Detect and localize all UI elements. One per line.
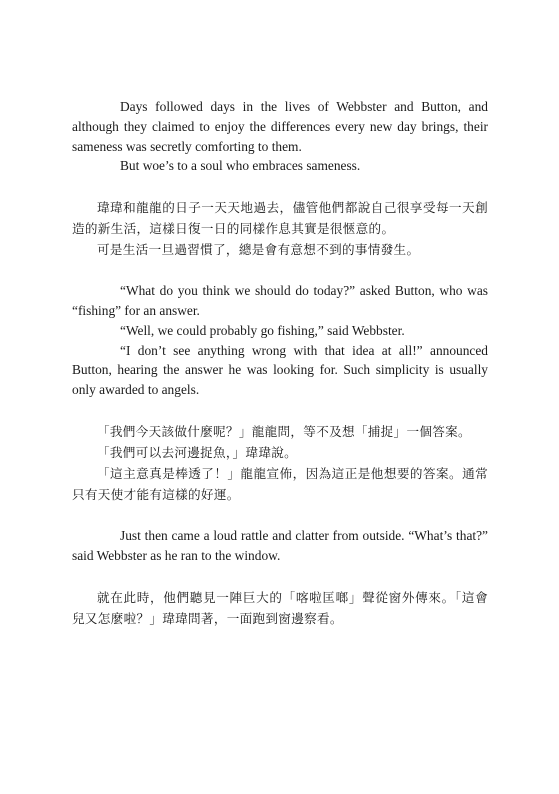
section-chinese-2 xyxy=(72,421,488,505)
paragraph-chinese: 瑋瑋和龍龍的日子一天天地過去，儘管他們都說自己很享受每一天創造的新生活，這樣日復一日的同樣作息其實是很愜意的。 xyxy=(72,200,488,237)
paragraph-spacer xyxy=(72,505,488,526)
paragraph-english: “What do you think we should do today?” asked Button, who was “fishing” for an answer. xyxy=(72,283,488,318)
section-chinese-1 xyxy=(72,197,488,260)
paragraph-spacer xyxy=(72,400,488,421)
paragraph-english: “Well, we could probably go fishing,” said Webbster. xyxy=(120,322,405,338)
paragraph-chinese: 「我們可以去河邊捉魚，」瑋瑋說。 xyxy=(97,444,297,460)
paragraph-chinese: 可是生活一旦過習慣了，總是會有意想不到的事情發生。 xyxy=(97,242,420,258)
paragraph-spacer xyxy=(72,260,488,281)
paragraph-english: “I don’t see anything wrong with that idea at all!” announced Button, hearing the answer he was looking for. Such simplicity is usually only awarded to angels. xyxy=(72,342,488,398)
paragraph-english: Days followed days in the lives of Webbster and Button, and although they claimed to enjoy the differences every new day brings, their sameness was secretly comforting to them. xyxy=(72,99,488,154)
page-body xyxy=(72,97,488,629)
paragraph-spacer xyxy=(72,176,488,197)
paragraph-english: But woe’s to a soul who embraces sameness. xyxy=(120,158,361,174)
section-english-1 xyxy=(72,97,488,176)
paragraph-chinese: 「這主意真是棒透了！」龍龍宣佈，因為這正是他想要的答案。通常只有天使才能有這樣的好運。 xyxy=(72,465,488,502)
paragraph-chinese: 「我們今天該做什麼呢？」龍龍問，等不及想「捕捉」一個答案。 xyxy=(97,423,471,439)
section-english-2 xyxy=(72,281,488,400)
paragraph-chinese: 就在此時，他們聽見一陣巨大的「喀啦匡啷」聲從窗外傳來。「這會兒又怎麼啦？」瑋瑋問著，一面跑到窗邊察看。 xyxy=(72,589,488,626)
paragraph-spacer xyxy=(72,566,488,587)
section-english-3 xyxy=(72,526,488,566)
section-chinese-3 xyxy=(72,587,488,629)
paragraph-english: Just then came a loud rattle and clatter from outside. “What’s that?” said Webbster as he ran to the window. xyxy=(72,527,488,563)
